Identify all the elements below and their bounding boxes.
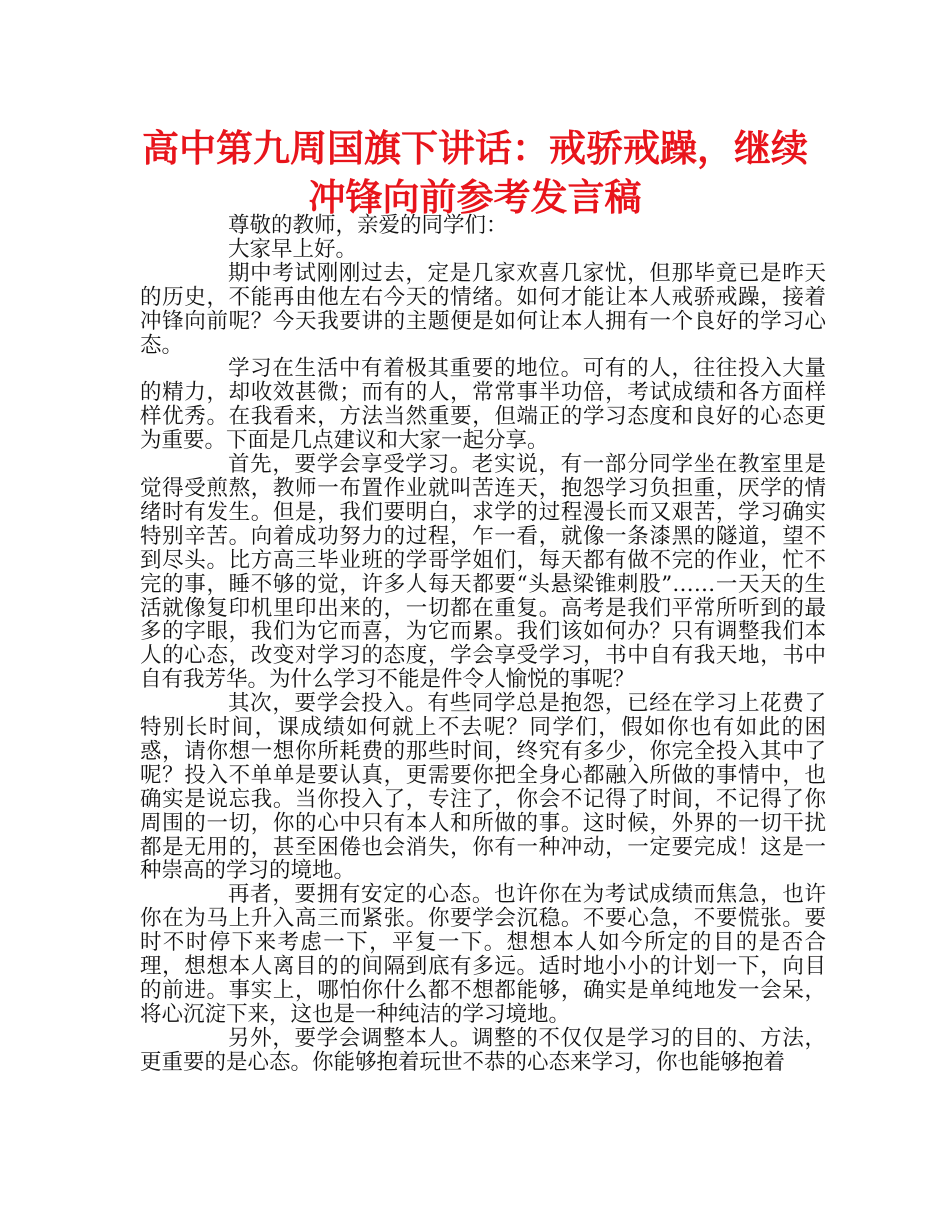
body-paragraph: 期中考试刚刚过去，定是几家欢喜几家忧，但那毕竟已是昨天的历史，不能再由他左右今天的情绪。如何才能让本人戒骄戒躁，接着冲锋向前呢？今天我要讲的主题便是如何让本人拥有一个良好的学习心态。: [140, 260, 826, 358]
body-paragraph: 其次，要学会投入。有些同学总是抱怨，已经在学习上花费了特别长时间，课成绩如何就上不去呢？同学们，假如你也有如此的困惑，请你想一想你所耗费的那些时间，终究有多少，你完全投入其中了呢？投入不单单是要认真，更需要你把全身心都融入所做的事情中，也确实是说忘我。当你投入了，专注了，你会不记得了时间，不记得了你周围的一切，你的心中只有本人和所做的事。这时候，外界的一切干扰都是无用的，甚至困倦也会消失，你有一种冲动，一定要完成！这是一种崇高的学习的境地。: [140, 691, 826, 884]
greeting-paragraph: 大家早上好。: [228, 236, 358, 262]
body-paragraph: 再者，要拥有安定的心态。也许你在为考试成绩而焦急，也许你在为马上升入高三而紧张。你要学会沉稳。不要心急，不要慌张。要时不时停下来考虑一下，平复一下。想想本人如今所定的目的是否合理，想想本人离目的的间隔到底有多远。适时地小小的计划一下，向目的前进。事实上，哪怕你什么都不想都能够，确实是单纯地发一会呆，将心沉淀下来，这也是一种纯洁的学习境地。: [140, 882, 826, 1027]
body-paragraph: 学习在生活中有着极其重要的地位。可有的人，往往投入大量的精力，却收效甚微；而有的人，常常事半功倍，考试成绩和各方面样样优秀。在我看来，方法当然重要，但端正的学习态度和良好的心态更为重要。下面是几点建议和大家一起分享。: [140, 356, 826, 454]
document-title: 高中第九周国旗下讲话：戒骄戒躁，继续冲锋向前参考发言稿: [142, 127, 808, 219]
salutation-paragraph: 尊敬的教师，亲爱的同学们：: [228, 213, 508, 238]
document-body: [140, 214, 826, 1075]
body-paragraph: 首先，要学会享受学习。老实说，有一部分同学坐在教室里是觉得受煎熬，教师一布置作业就叫苦连天，抱怨学习负担重，厌学的情绪时有发生。但是，我们要明白，求学的过程漫长而又艰苦，学习确实特别辛苦。向着成功努力的过程，乍一看，就像一条漆黑的隧道，望不到尽头。比方高三毕业班的学哥学姐们，每天都有做不完的作业，忙不完的事，睡不够的觉，许多人每天都要“头悬梁锥刺股”……一天天的生活就像复印机里印出来的，一切都在重复。高考是我们平常所听到的最多的字眼，我们为它而喜，为它而累。我们该如何办？只有调整我们本人的心态，改变对学习的态度，学会享受学习，书中自有我天地，书中自有我芳华。为什么学习不能是件令人愉悦的事呢？: [140, 452, 826, 693]
body-paragraph: 另外，要学会调整本人。调整的不仅仅是学习的目的、方法，更重要的是心态。你能够抱着玩世不恭的心态来学习，你也能够抱着: [140, 1025, 826, 1075]
